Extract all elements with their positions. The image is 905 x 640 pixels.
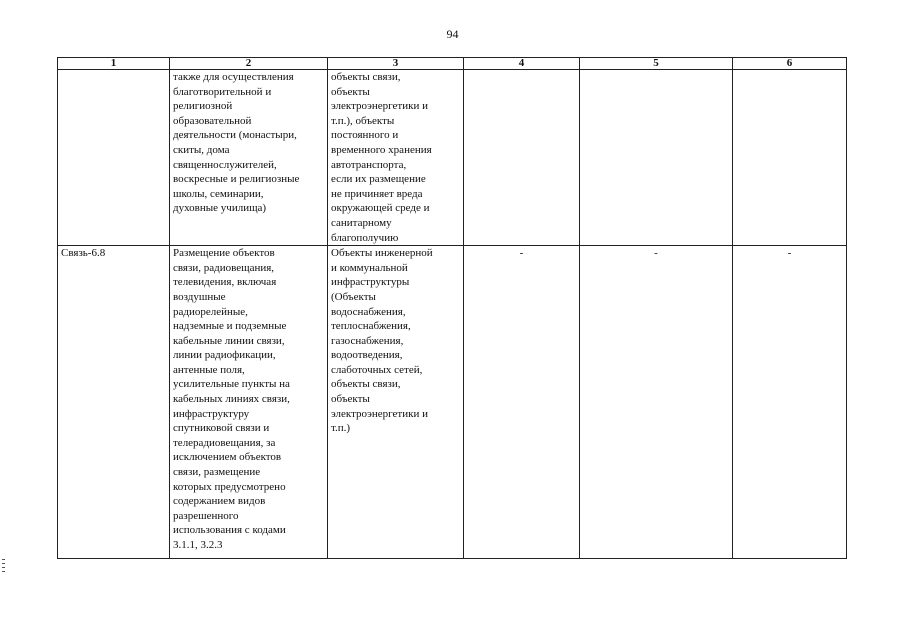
column-header-6: 6 bbox=[733, 58, 847, 70]
cell-col4 bbox=[464, 70, 580, 246]
cell-col5 bbox=[580, 70, 733, 246]
cell-code bbox=[58, 70, 170, 246]
cell-code: Связь-6.8 bbox=[58, 246, 170, 559]
regulations-table bbox=[57, 57, 847, 559]
column-header-4: 4 bbox=[464, 58, 580, 70]
cell-allowed-objects: объекты связи, объекты электроэнергетики и т.п.), объекты постоянного и временного хранения автотранспорта, если их размещение не причиняет вреда окружающей среде и санитарному благополучию bbox=[328, 70, 464, 246]
column-header-5: 5 bbox=[580, 58, 733, 70]
cell-description: Размещение объектов связи, радиовещания, телевидения, включая воздушные радиорелейные, надземные и подземные кабельные линии связи, линии радиофикации, антенные поля, усилительные пункты на кабельных линиях связи, инфраструктуру спутниковой связи и телерадиовещания, за исключением объектов связи, размещение которых предусмотрено содержанием видов разрешенного использования с кодами 3.1.1, 3.2.3 bbox=[170, 246, 328, 559]
page-number: 94 bbox=[446, 27, 459, 41]
column-header-2: 2 bbox=[170, 58, 328, 70]
column-header-3: 3 bbox=[328, 58, 464, 70]
table-row bbox=[58, 246, 847, 559]
cell-col6 bbox=[733, 70, 847, 246]
column-header-1: 1 bbox=[58, 58, 170, 70]
scan-margin-mark bbox=[2, 559, 5, 579]
table-row bbox=[58, 70, 847, 246]
cell-col4: - bbox=[464, 246, 580, 559]
cell-allowed-objects: Объекты инженерной и коммунальной инфраструктуры (Объекты водоснабжения, теплоснабжения, газоснабжения, водоотведения, слаботочных сетей, объекты связи, объекты электроэнергетики и т.п.) bbox=[328, 246, 464, 559]
cell-description: также для осуществления благотворительной и религиозной образовательной деятельности (монастыри, скиты, дома священнослужителей, воскресные и религиозные школы, семинарии, духовные училища) bbox=[170, 70, 328, 246]
table-header-row bbox=[58, 58, 847, 70]
cell-col6: - bbox=[733, 246, 847, 559]
cell-col5: - bbox=[580, 246, 733, 559]
